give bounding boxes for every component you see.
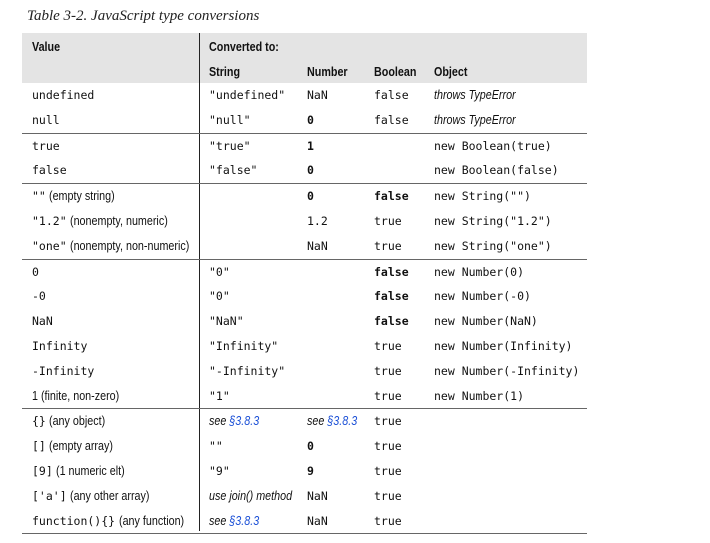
boolean-cell: false: [374, 289, 409, 304]
table-row: [22, 184, 587, 209]
table-row: [22, 284, 587, 309]
boolean-cell: true: [374, 338, 402, 353]
table-row: [22, 83, 587, 108]
string-cell: "9": [209, 463, 230, 478]
table-row: [22, 309, 587, 334]
object-cell: new Number(Infinity): [434, 338, 573, 353]
boolean-cell: false: [374, 112, 409, 127]
table-header: [22, 33, 587, 83]
section-link[interactable]: §3.8.3: [229, 513, 260, 528]
value-code: ['a']: [32, 488, 67, 503]
section-link[interactable]: §3.8.3: [229, 414, 260, 429]
string-cell: "Infinity": [209, 338, 279, 353]
see-text: see: [307, 414, 325, 429]
value-note: (nonempty, numeric): [70, 213, 168, 228]
value-cell: -0: [32, 289, 46, 304]
object-cell: new Number(1): [434, 388, 525, 403]
table-row: [22, 260, 587, 285]
number-cell: 1.2: [307, 213, 328, 228]
table-row: [22, 484, 587, 509]
boolean-cell: true: [374, 238, 402, 253]
table-row: [22, 434, 587, 459]
table-row: [22, 158, 587, 184]
value-note: (any other array): [70, 488, 150, 503]
boolean-cell: false: [374, 189, 409, 204]
value-cell: NaN: [32, 314, 53, 329]
table-row: [22, 459, 587, 484]
value-cell: null: [32, 112, 60, 127]
object-cell: new Boolean(true): [434, 138, 552, 153]
string-cell: "NaN": [209, 314, 244, 329]
string-cell: "0": [209, 289, 230, 304]
number-cell: 1: [307, 138, 314, 153]
string-cell: "": [209, 439, 223, 454]
number-cell: 0: [307, 163, 314, 178]
value-code: "1.2": [32, 213, 67, 228]
value-note: (1 numeric elt): [56, 463, 125, 478]
object-cell: new Number(-Infinity): [434, 363, 580, 378]
header-object: Object: [434, 65, 468, 79]
boolean-cell: true: [374, 363, 402, 378]
header-string: String: [209, 65, 241, 79]
number-cell: 0: [307, 439, 314, 454]
value-note: (empty array): [49, 439, 114, 454]
table-row: [22, 409, 587, 434]
number-cell: 0: [307, 189, 314, 204]
string-cell: use join() method: [209, 488, 293, 503]
value-note: (any function): [118, 513, 184, 528]
string-cell: "0": [209, 264, 230, 279]
table-row: [22, 134, 587, 159]
boolean-cell: true: [374, 513, 402, 528]
object-cell: new String("one"): [434, 238, 552, 253]
boolean-cell: false: [374, 88, 409, 102]
boolean-cell: true: [374, 213, 402, 228]
number-cell: NaN: [307, 513, 328, 528]
number-cell: NaN: [307, 488, 328, 503]
boolean-cell: true: [374, 439, 402, 454]
type-conversion-table: [22, 33, 587, 534]
value-code: {}: [32, 414, 46, 429]
number-cell: NaN: [307, 238, 328, 253]
object-cell: new Number(0): [434, 264, 525, 279]
boolean-cell: true: [374, 463, 402, 478]
object-cell: new Boolean(false): [434, 163, 559, 178]
header-value: Value: [32, 40, 61, 54]
value-code: []: [32, 439, 46, 454]
table-row: [22, 359, 587, 384]
string-cell: "undefined": [209, 88, 286, 102]
header-converted-to: Converted to:: [209, 40, 279, 54]
string-cell: "true": [209, 138, 251, 153]
boolean-cell: true: [374, 414, 402, 429]
value-cell: 0: [32, 264, 39, 279]
section-link[interactable]: §3.8.3: [327, 414, 358, 429]
number-cell: NaN: [307, 88, 328, 102]
value-cell: -Infinity: [32, 363, 95, 378]
header-number: Number: [307, 65, 348, 79]
table-row: [22, 108, 587, 134]
table-caption: Table 3-2. JavaScript type conversions: [27, 8, 260, 24]
object-cell: new String(""): [434, 189, 531, 204]
number-cell: 9: [307, 463, 314, 478]
see-text: see: [209, 414, 227, 429]
value-note: (nonempty, non-numeric): [70, 238, 190, 253]
value-note: (any object): [49, 414, 106, 429]
value-code: function(){}: [32, 513, 116, 528]
object-cell: throws TypeError: [434, 88, 516, 102]
value-code: "one": [32, 238, 67, 253]
boolean-cell: true: [374, 488, 402, 503]
object-cell: new Number(-0): [434, 289, 531, 304]
table-row: [22, 384, 587, 410]
boolean-cell: false: [374, 264, 409, 279]
number-cell: 0: [307, 112, 314, 127]
boolean-cell: true: [374, 388, 402, 403]
value-cell: undefined: [32, 88, 95, 102]
value-cell: true: [32, 138, 60, 153]
object-cell: new Number(NaN): [434, 314, 538, 329]
object-cell: new String("1.2"): [434, 213, 552, 228]
boolean-cell: false: [374, 314, 409, 329]
string-cell: "null": [209, 112, 251, 127]
string-cell: "-Infinity": [209, 363, 286, 378]
value-note: (empty string): [49, 189, 116, 204]
table-row: [22, 209, 587, 234]
object-cell: throws TypeError: [434, 112, 516, 127]
value-note: 1 (finite, non-zero): [32, 388, 120, 403]
table-row: [22, 334, 587, 359]
value-cell: false: [32, 163, 67, 178]
value-code: "": [32, 189, 46, 204]
value-code: [9]: [32, 463, 53, 478]
header-boolean: Boolean: [374, 65, 417, 79]
table-row: [22, 234, 587, 260]
value-cell: Infinity: [32, 338, 88, 353]
table-row: [22, 509, 587, 535]
see-text: see: [209, 513, 227, 528]
string-cell: "false": [209, 163, 258, 178]
string-cell: "1": [209, 388, 230, 403]
